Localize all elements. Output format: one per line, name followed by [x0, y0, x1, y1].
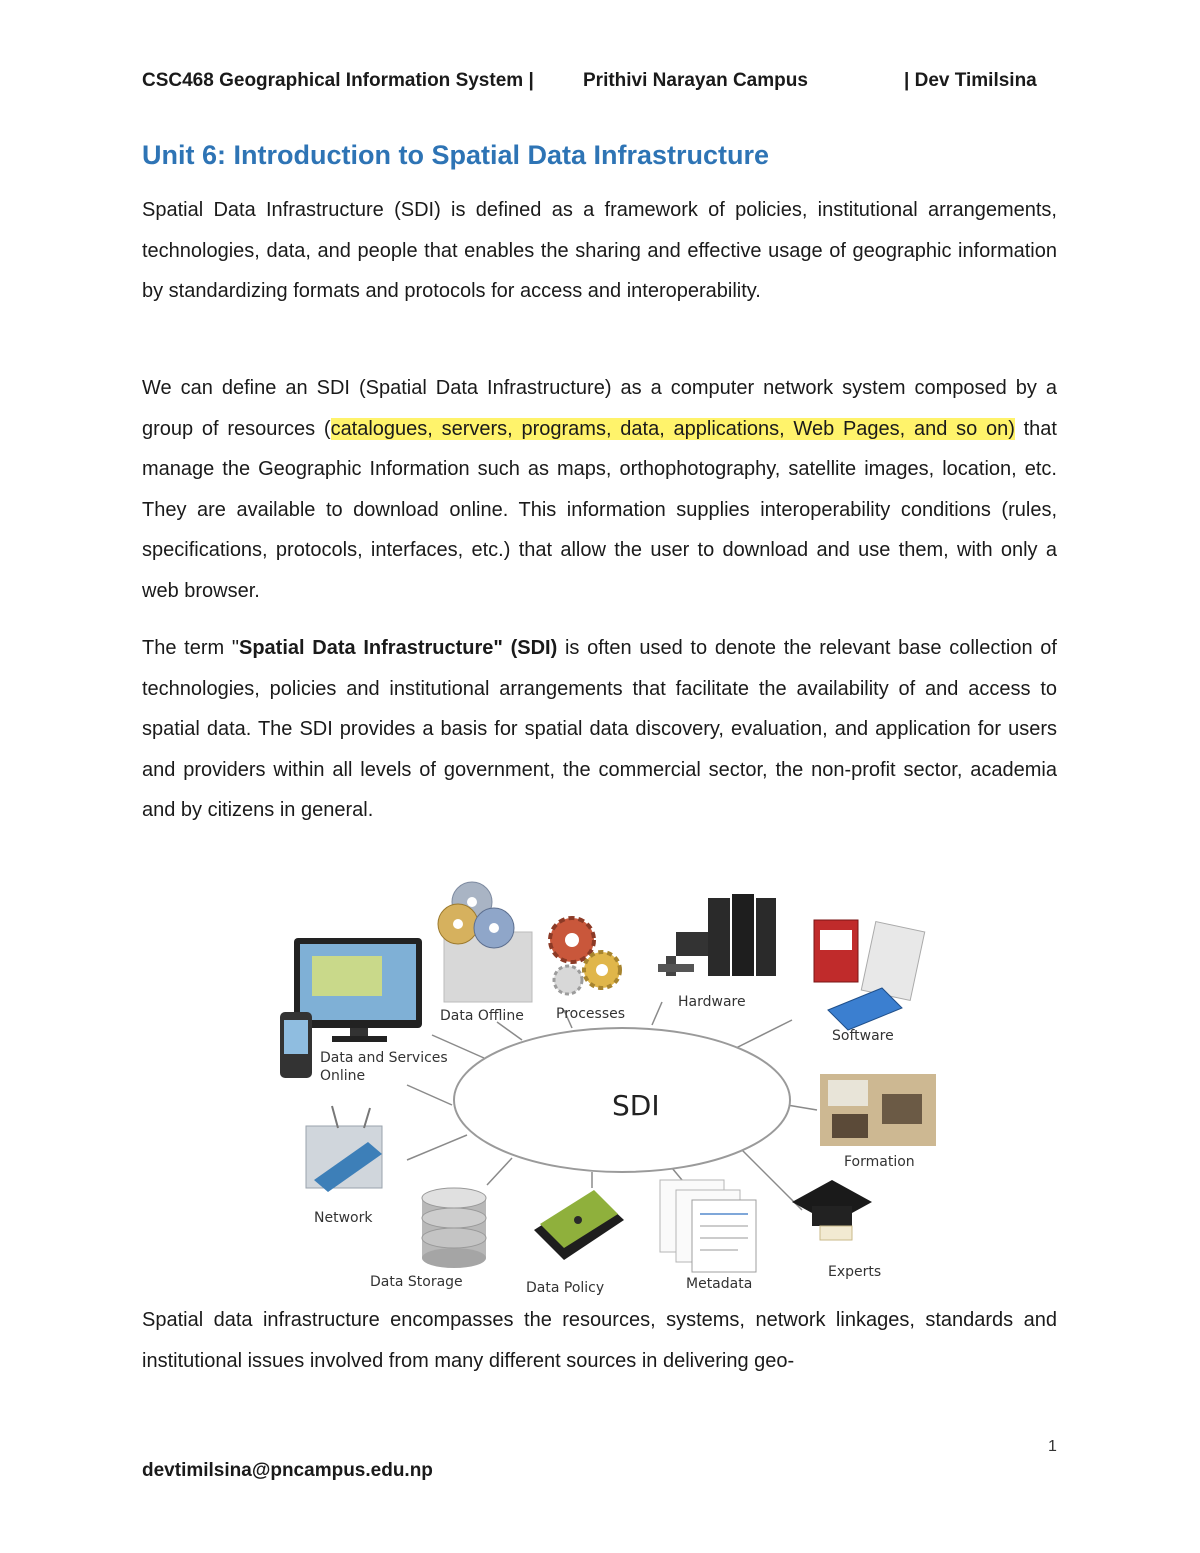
label-hardware: Hardware — [678, 994, 746, 1010]
page-number: 1 — [1048, 1438, 1057, 1455]
label-metadata: Metadata — [686, 1276, 753, 1292]
connector-data-storage — [487, 1158, 512, 1185]
classroom-icon — [820, 1074, 936, 1146]
header-author: | Dev Timilsina — [904, 70, 1037, 91]
connector-network — [407, 1135, 467, 1160]
label-data-storage: Data Storage — [370, 1274, 463, 1290]
header-course: CSC468 Geographical Information System | — [142, 70, 534, 91]
connector-software — [732, 1020, 792, 1050]
label-experts: Experts — [828, 1264, 882, 1280]
connector-formation — [787, 1105, 817, 1110]
paragraph-sdi-term — [142, 628, 1057, 831]
label-data-services-online-1: Data and Services — [320, 1050, 448, 1066]
page-header — [142, 70, 1057, 92]
paragraph-sdi-encompasses: Spatial data infrastructure encompasses the resources, systems, network linkages, standards and institutional issues involved from many different sources in delivering geo- — [142, 1309, 1057, 1372]
highlighted-resources: catalogues, servers, programs, data, applications, Web Pages, and so on) — [330, 417, 1015, 440]
paragraph-2-after: that manage the Geographic Information such as maps, orthophotography, satellite images, location, etc. They are available to download online. This information supplies interoperability conditions (rules, specifications, protocols, interfaces, etc.) that allow the user to download and use them, with only a web browser. — [142, 417, 1057, 602]
paragraph-sdi-network — [142, 368, 1057, 612]
paragraph-3-prefix: The term " — [142, 637, 239, 659]
label-data-services-online-2: Online — [320, 1068, 366, 1084]
router-icon — [306, 1106, 382, 1192]
database-icon — [422, 1188, 486, 1268]
sdi-center-label: SDI — [612, 1089, 660, 1122]
sdi-diagram — [272, 880, 944, 1300]
book-icon — [534, 1190, 624, 1260]
documents-icon — [660, 1180, 756, 1272]
gears-icon — [550, 918, 620, 994]
connector-offline — [497, 1022, 522, 1040]
monitor-icon — [294, 938, 422, 1042]
software-box-icon — [814, 920, 925, 1030]
label-network: Network — [314, 1210, 373, 1226]
connector-left — [407, 1085, 452, 1105]
connector-hardware — [652, 1002, 662, 1025]
header-campus: Prithivi Narayan Campus — [583, 70, 808, 91]
page-title: Unit 6: Introduction to Spatial Data Infrastructure — [142, 140, 770, 170]
cd-discs-icon — [438, 882, 532, 1002]
graduation-cap-icon — [792, 1180, 872, 1240]
label-software: Software — [832, 1028, 894, 1044]
paragraph-sdi-definition: Spatial Data Infrastructure (SDI) is defined as a framework of policies, institutional arrangements, technologies, data, and people that enables the sharing and effective usage of geographic information by standardizing formats and protocols for access and interoperability. — [142, 199, 1057, 303]
footer-email: devtimilsina@pncampus.edu.np — [142, 1460, 433, 1481]
phone-icon — [280, 1012, 312, 1078]
label-data-policy: Data Policy — [526, 1280, 605, 1296]
paragraph-3-rest: is often used to denote the relevant base collection of technologies, policies and institutional arrangements that facilitate the availability of and access to spatial data. The SDI provides a basis for spatial data discovery, evaluation, and application for users and providers within all levels of government, the commercial sector, the non-profit sector, academia and by citizens in general. — [142, 637, 1057, 822]
server-rack-icon — [658, 894, 776, 976]
sdi-diagram-svg — [272, 880, 944, 1300]
label-formation: Formation — [844, 1154, 915, 1170]
paragraph-2-before: We can define an SDI (Spatial Data Infrastructure) as a computer network system composed by a group of resources ( — [142, 377, 1057, 440]
label-processes: Processes — [556, 1006, 626, 1022]
label-data-offline: Data Offline — [440, 1008, 524, 1024]
paragraph-3-bold-term: Spatial Data Infrastructure" (SDI) — [239, 637, 558, 659]
